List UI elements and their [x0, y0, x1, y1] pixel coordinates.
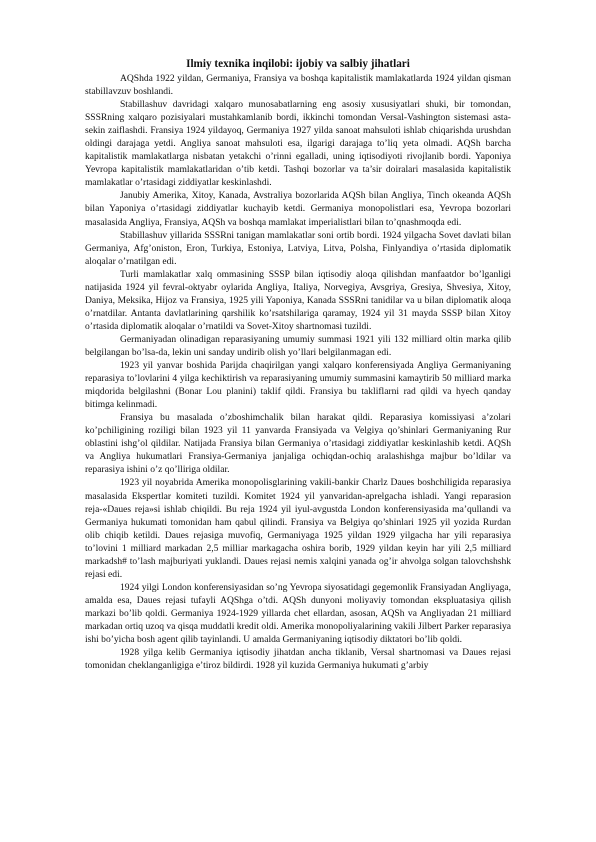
- paragraph: Germaniyadan olinadigan reparasiyaning umumiy summasi 1921 yili 132 milliard oltin marka qilib belgilangan bo’lsa-da, lekin uni sanday undirib olish yo’llari belgilanmagan edi.: [85, 333, 511, 358]
- paragraph: AQShda 1922 yildan, Germaniya, Fransiya va boshqa kapitalistik mamlakatlarda 1924 yildan qisman stabillavzuv boshlandi.: [85, 73, 511, 98]
- document-title: Ilmiy texnika inqilobi: ijobiy va salbiy jihatlari: [186, 58, 410, 70]
- paragraph: Turli mamlakatlar xalq ommasining SSSP bilan iqtisodiy aloqa qilishdan manfaatdor bo’lganligi natijasida 1924 yil fevral-oktyabr oylarida Angliya, Italiya, Norvegiya, Avsgriya, Gresiya, Shvesiya, Xitoy, Daniya, Meksika, Hijoz va Fransiya, 1925 yili Yaponiya, Kanada SSSRni tanidilar va u bilan diplomatik aloqa o’rnatdilar. Antanta davlatlarining qarshilik ko’rsatshilariga qaramay, 1924 yil 31 mayda SSSP bilan Xitoy o’rtasida diplomatik aloqalar o’rnatildi va Sovet-Xitoy shartnomasi tuzildi.: [85, 268, 511, 332]
- paragraph: 1923 yil noyabrida Amerika monopolisglarining vakili-bankir Charlz Daues boshchiligida reparasiya masalasida Ekspertlar komiteti tuzildi. Komitet 1924 yil yanvaridan-aprelgacha ishladi. Yangi reparasion reja-«Daues reja»si ishlab chiqildi. Bu reja 1924 yil iyul-avgustda London konferensiyasida ma’qullandi va Germaniya hukumati tomonidan ham qabul qilindi. Fransiya va Belgiya qo’shinlari 1925 yil yozida Rurdan olib chiqib ketildi. Daues rejasiga muvofiq, Germaniyaga 1925 yildan 1929 yilgacha har yili reparasiya to’lovini 1 milliard markadan 2,5 milliar markagacha oshira borib, 1929 yildan keyin har yili 2,5 milliard markadsh# to’lash majburiyati yuklandi. Daues rejasi nemis xalqini yanada og’ir ahvolga solgan talovchshshk rejasi edi.: [85, 477, 511, 580]
- paragraph: 1928 yilga kelib Germaniya iqtisodiy jihatdan ancha tiklanib, Versal shartnomasi va Daues rejasi tomonidan cheklanganligiga e’tiroz bildirdi. 1928 yil kuzida Germaniya hukumati g’arbiy: [85, 647, 511, 672]
- document-body: [85, 72, 511, 672]
- paragraph: 1923 yil yanvar boshida Parijda chaqirilgan yangi xalqaro konferensiyada Angliya Germaniyaning reparasiya to’lovlarini 4 yilga kechiktirish va reparasiyaning umumiy summasini kamaytirib 50 milliard marka miqdorida belgilashni (Bonar Lou planini) taklif qildi. Fransiya bu takliflarni rad qildi va hyech qanday bitimga kelinmadi.: [85, 360, 511, 411]
- paragraph: Stabillashuv davridagi xalqaro munosabatlarning eng asosiy xususiyatlari shuki, bir tomondan, SSSRning xalqaro pozisiyalari mustahkamlanib bordi, ikkinchi tomondan Versal-Vashington sistemasi asta-sekin zaiflashdi. Fransiya 1924 yildayoq, Germaniya 1927 yilda sanoat mahsuloti ishlab chiqarishda urushdan oldingi darajaga yetdi. Angliya sanoat mahsuloti esa, ilgarigi darajaga to’liq yeta olmadi. AQSh barcha kapitalistik mamlakatlarga nisbatan yetakchi o’rinni egalladi, uning iqtisodiyoti rivojlanib bordi. Yaponiya Yevropa kapitalistik mamlakatlaridan o’tib ketdi. Tashqi bozorlar va ta’sir doiralari masalasida kapitalistik mamlakatlar o’rtasidagi ziddiyatlar keskinlashdi.: [85, 99, 511, 189]
- paragraph: Stabillashuv yillarida SSSRni tanigan mamlakatlar soni ortib bordi. 1924 yilgacha Sovet davlati bilan Germaniya, Afg’oniston, Eron, Turkiya, Estoniya, Latviya, Litva, Polsha, Finlyandiya o’rtasida diplomatik aloqalar o’rnatilgan edi.: [85, 229, 511, 267]
- paragraph: Janubiy Amerika, Xitoy, Kanada, Avstraliya bozorlarida AQSh bilan Angliya, Tinch okeanda AQSh bilan Yaponiya o’rtasidagi ziddiyatlar kuchayib ketdi. Germaniya monopolistlari esa, Yevropa bozorlari masalasida Angliya, Fransiya, AQSh va boshqa mamlakat imperialistlari bilan to’qnashmoqda edi.: [85, 190, 511, 228]
- paragraph: 1924 yilgi London konferensiyasidan so’ng Yevropa siyosatidagi gegemonlik Fransiyadan Angliyaga, amalda esa, Daues rejasi tufayli AQShga o’tdi. AQSh dunyoni moliyaviy tomondan ekspluatasiya qilish markazi bo’lib qoldi. Germaniya 1924-1929 yillarda chet ellardan, asosan, AQSh va Angliyadan 21 milliard markadan ortiq uzoq va qisqa muddatli kredit oldi. Amerika monopoliyalarining vakili Jilbert Parker reparasiya ishi bo’yicha bosh agent qilib tayinlandi. U amalda Germaniyaning iqtisodiy diktatori bo’lib qoldi.: [85, 581, 511, 646]
- paragraph: Fransiya bu masalada o’zboshimchalik bilan harakat qildi. Reparasiya komissiyasi a’zolari ko’pchiligining roziligi bilan 1923 yil 11 yanvarda Fransiyada va Velgiya qo’shinlari Germaniyaning Rur oblastini ishg’ol qildilar. Natijada Fransiya bilan Germaniya o’rtasidagi ziddiyatlar keskinlashib ketdi. AQSh va Angliya hukumatlari Fransiya-Germaniya janjaliga ochiqdan-ochiq aralashishga majbur bo’ldilar va reparasiya ishini o’z qo’lliriga oldilar.: [85, 412, 511, 476]
